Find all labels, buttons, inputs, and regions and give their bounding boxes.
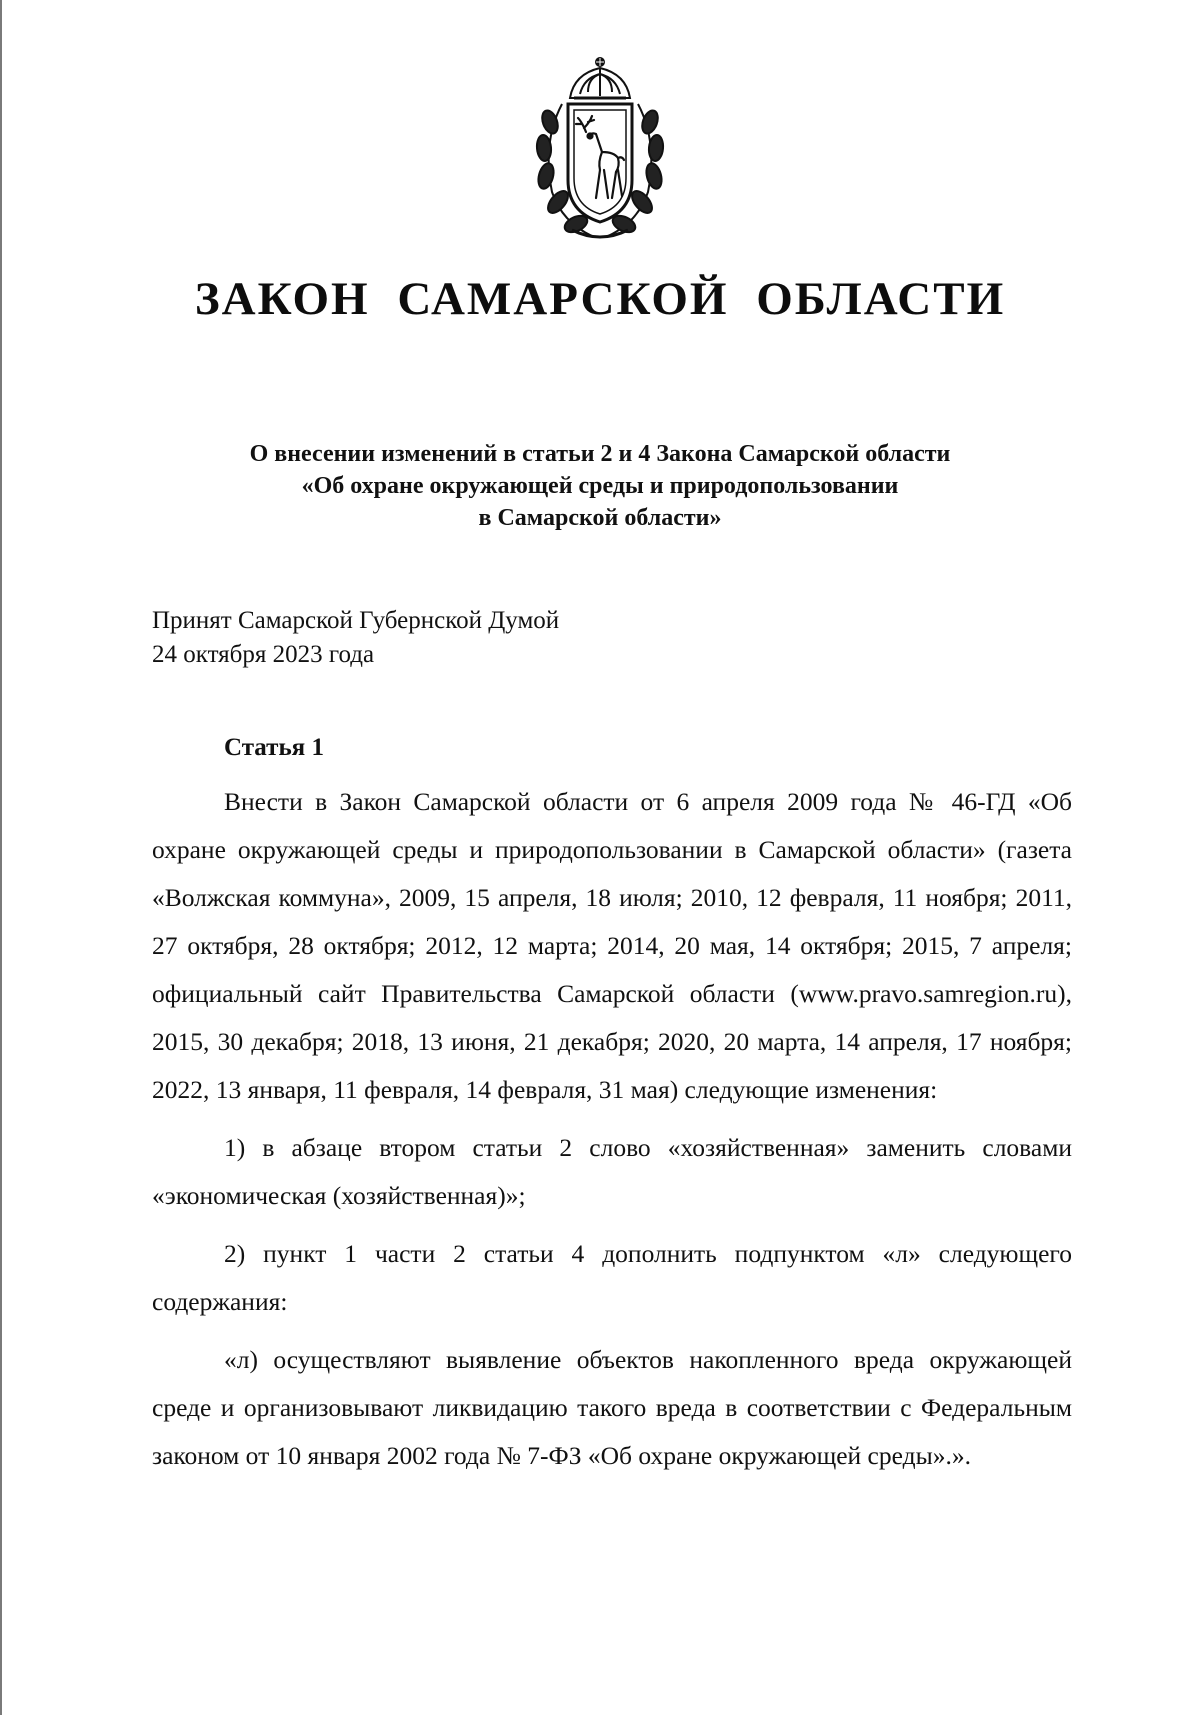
adoption-info <box>152 604 559 672</box>
coat-of-arms-emblem <box>522 52 678 244</box>
article-heading: Статья 1 <box>224 734 324 761</box>
adopted-by: Принят Самарской Губернской Думой <box>152 607 560 634</box>
ribbon-icon <box>572 230 628 237</box>
subtitle-line: О внесении изменений в статьи 2 и 4 Закона Самарской области <box>249 441 951 467</box>
article-body <box>152 778 1072 1506</box>
crown-icon <box>570 58 630 98</box>
adopted-date: 24 октября 2023 года <box>152 641 375 668</box>
scan-edge-line <box>0 0 2 1715</box>
article-paragraph: 2) пункт 1 части 2 статьи 4 дополнить подпунктом «л» следующего содержания: <box>152 1239 1072 1316</box>
subtitle-line: в Самарской области» <box>478 505 722 531</box>
article-paragraph: 1) в абзаце втором статьи 2 слово «хозяйственная» заменить словами «экономическая (хозяйственная)»; <box>152 1133 1072 1210</box>
law-title: ЗАКОН САМАРСКОЙ ОБЛАСТИ <box>194 273 1006 325</box>
article-paragraph: «л) осуществляют выявление объектов накопленного вреда окружающей среде и организовывают ликвидацию такого вреда в соответствии с Федеральным законом от 10 января 2002 года № 7-ФЗ «Об охране окружающей среды».». <box>152 1345 1072 1470</box>
subtitle-line: «Об охране окружающей среды и природопользовании <box>301 473 899 499</box>
article-paragraph: Внести в Закон Самарской области от 6 апреля 2009 года № 46-ГД «Об охране окружающей среды и природопользовании в Самарской области» (газета «Волжская коммуна», 2009, 15 апреля, 18 июля; 2010, 12 февраля, 11 ноября; 2011, 27 октября, 28 октября; 2012, 12 марта; 2014, 20 мая, 14 октября; 2015, 7 апреля; официальный сайт Правительства Самарской области (www.pravo.samregion.ru), 2015, 30 декабря; 2018, 13 июня, 21 декабря; 2020, 20 марта, 14 апреля, 17 ноября; 2022, 13 января, 11 февраля, 14 февраля, 31 мая) следующие изменения: <box>152 787 1072 1104</box>
law-subtitle <box>100 438 1100 534</box>
